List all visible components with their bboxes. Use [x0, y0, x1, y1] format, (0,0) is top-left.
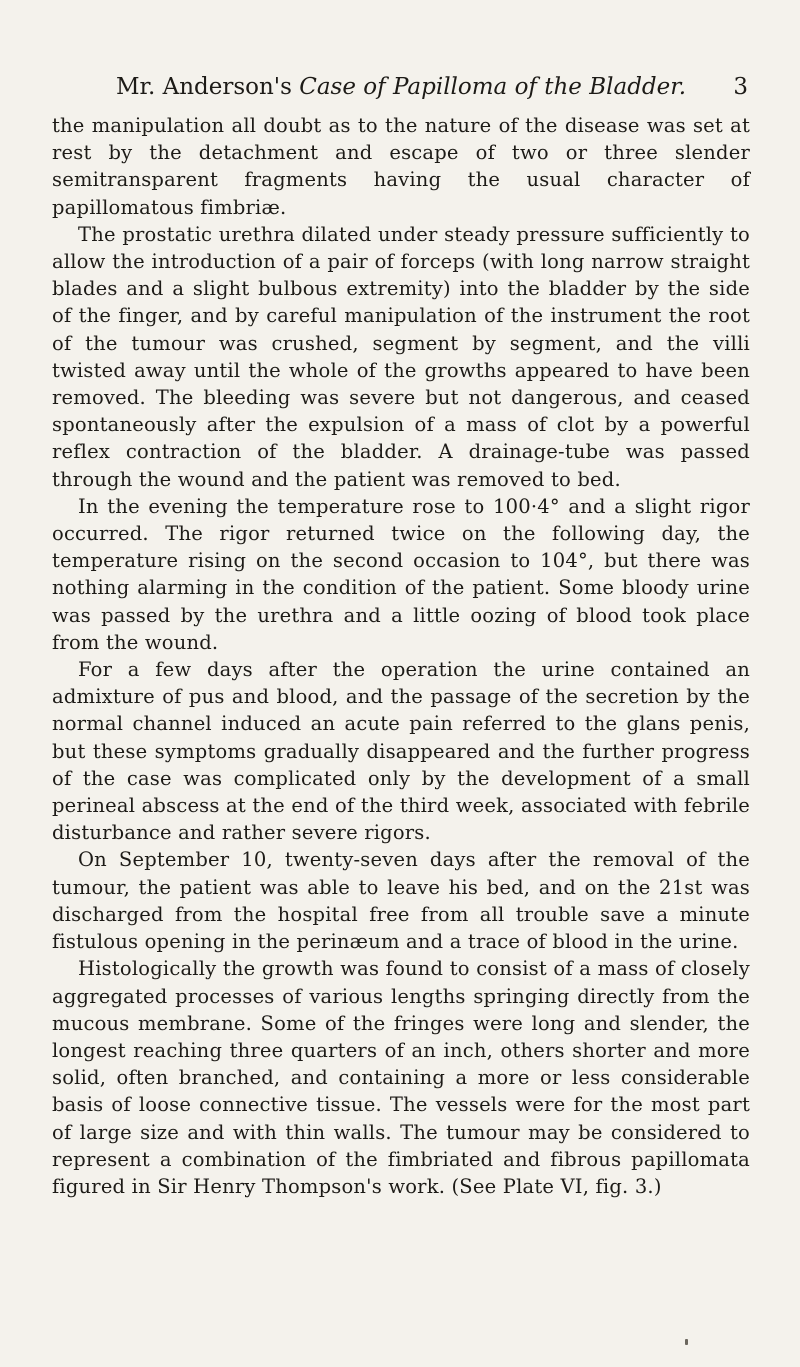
paragraph-continuation: the manipulation all doubt as to the nature of the disease was set at rest by the detachment and escape of two or three slender semitransparent fragments having the usual character of papillomatous fimbriæ. [52, 114, 750, 219]
running-head-italic-title: Case of Papilloma of the Bladder. [299, 74, 687, 100]
paragraph-postoperative-days: For a few days after the operation the urine contained an admixture of pus and blood, and the passage of the secretion by the normal channel induced an acute pain referred to the glans penis, but these symptoms gradually disappeared and the further progress of the case was complicated only by the development of a small perineal abscess at the end of the third week, associated with febrile disturbance and rather severe rigors. [52, 658, 750, 845]
paragraph-forceps-procedure: The prostatic urethra dilated under steady pressure sufficiently to allow the introduction of a pair of forceps (with long narrow straight blades and a slight bulbous extremity) into the bladder by the side of the finger, and by careful manipulation of the instrument the root of the tumour was crushed, segment by segment, and the villi twisted away until the whole of the growths appeared to have been removed. The bleeding was severe but not dangerous, and ceased spontaneously after the expulsion of a mass of clot by a powerful reflex contraction of the bladder. A drainage-tube was passed through the wound and the patient was removed to bed. [52, 222, 750, 491]
running-head-title [116, 74, 686, 100]
running-head [52, 72, 750, 102]
body-text [52, 112, 750, 1200]
paragraph-histology: Histologically the growth was found to consist of a mass of closely aggregated processes of various lengths springing directly from the mucous membrane. Some of the fringes were long and slender, the longest reaching three quarters of an inch, others shorter and more solid, often branched, and containing a more or less considerable basis of loose connective tissue. The vessels were for the most part of large size and with thin walls. The tumour may be considered to represent a combination of the fimbriated and fibrous papillomata figured in Sir Henry Thompson's work. (See Plate VI, fig. 3.) [52, 957, 750, 1198]
paragraph-evening-temperature: In the evening the temperature rose to 100·4° and a slight rigor occurred. The rigor returned twice on the following day, the temperature rising on the second occasion to 104°, but there was nothing alarming in the condition of the patient. Some bloody urine was passed by the urethra and a little oozing of blood took place from the wound. [52, 494, 750, 654]
page-number: 3 [733, 74, 748, 100]
running-head-author: Mr. Anderson's [115, 74, 292, 100]
paragraph-discharge: On September 10, twenty-seven days after the removal of the tumour, the patient was able to leave his bed, and on the 21st was discharged from the hospital free from all trouble save a minute fistulous opening in the perinæum and a trace of blood in the urine. [52, 848, 750, 954]
print-speck [685, 1339, 688, 1345]
